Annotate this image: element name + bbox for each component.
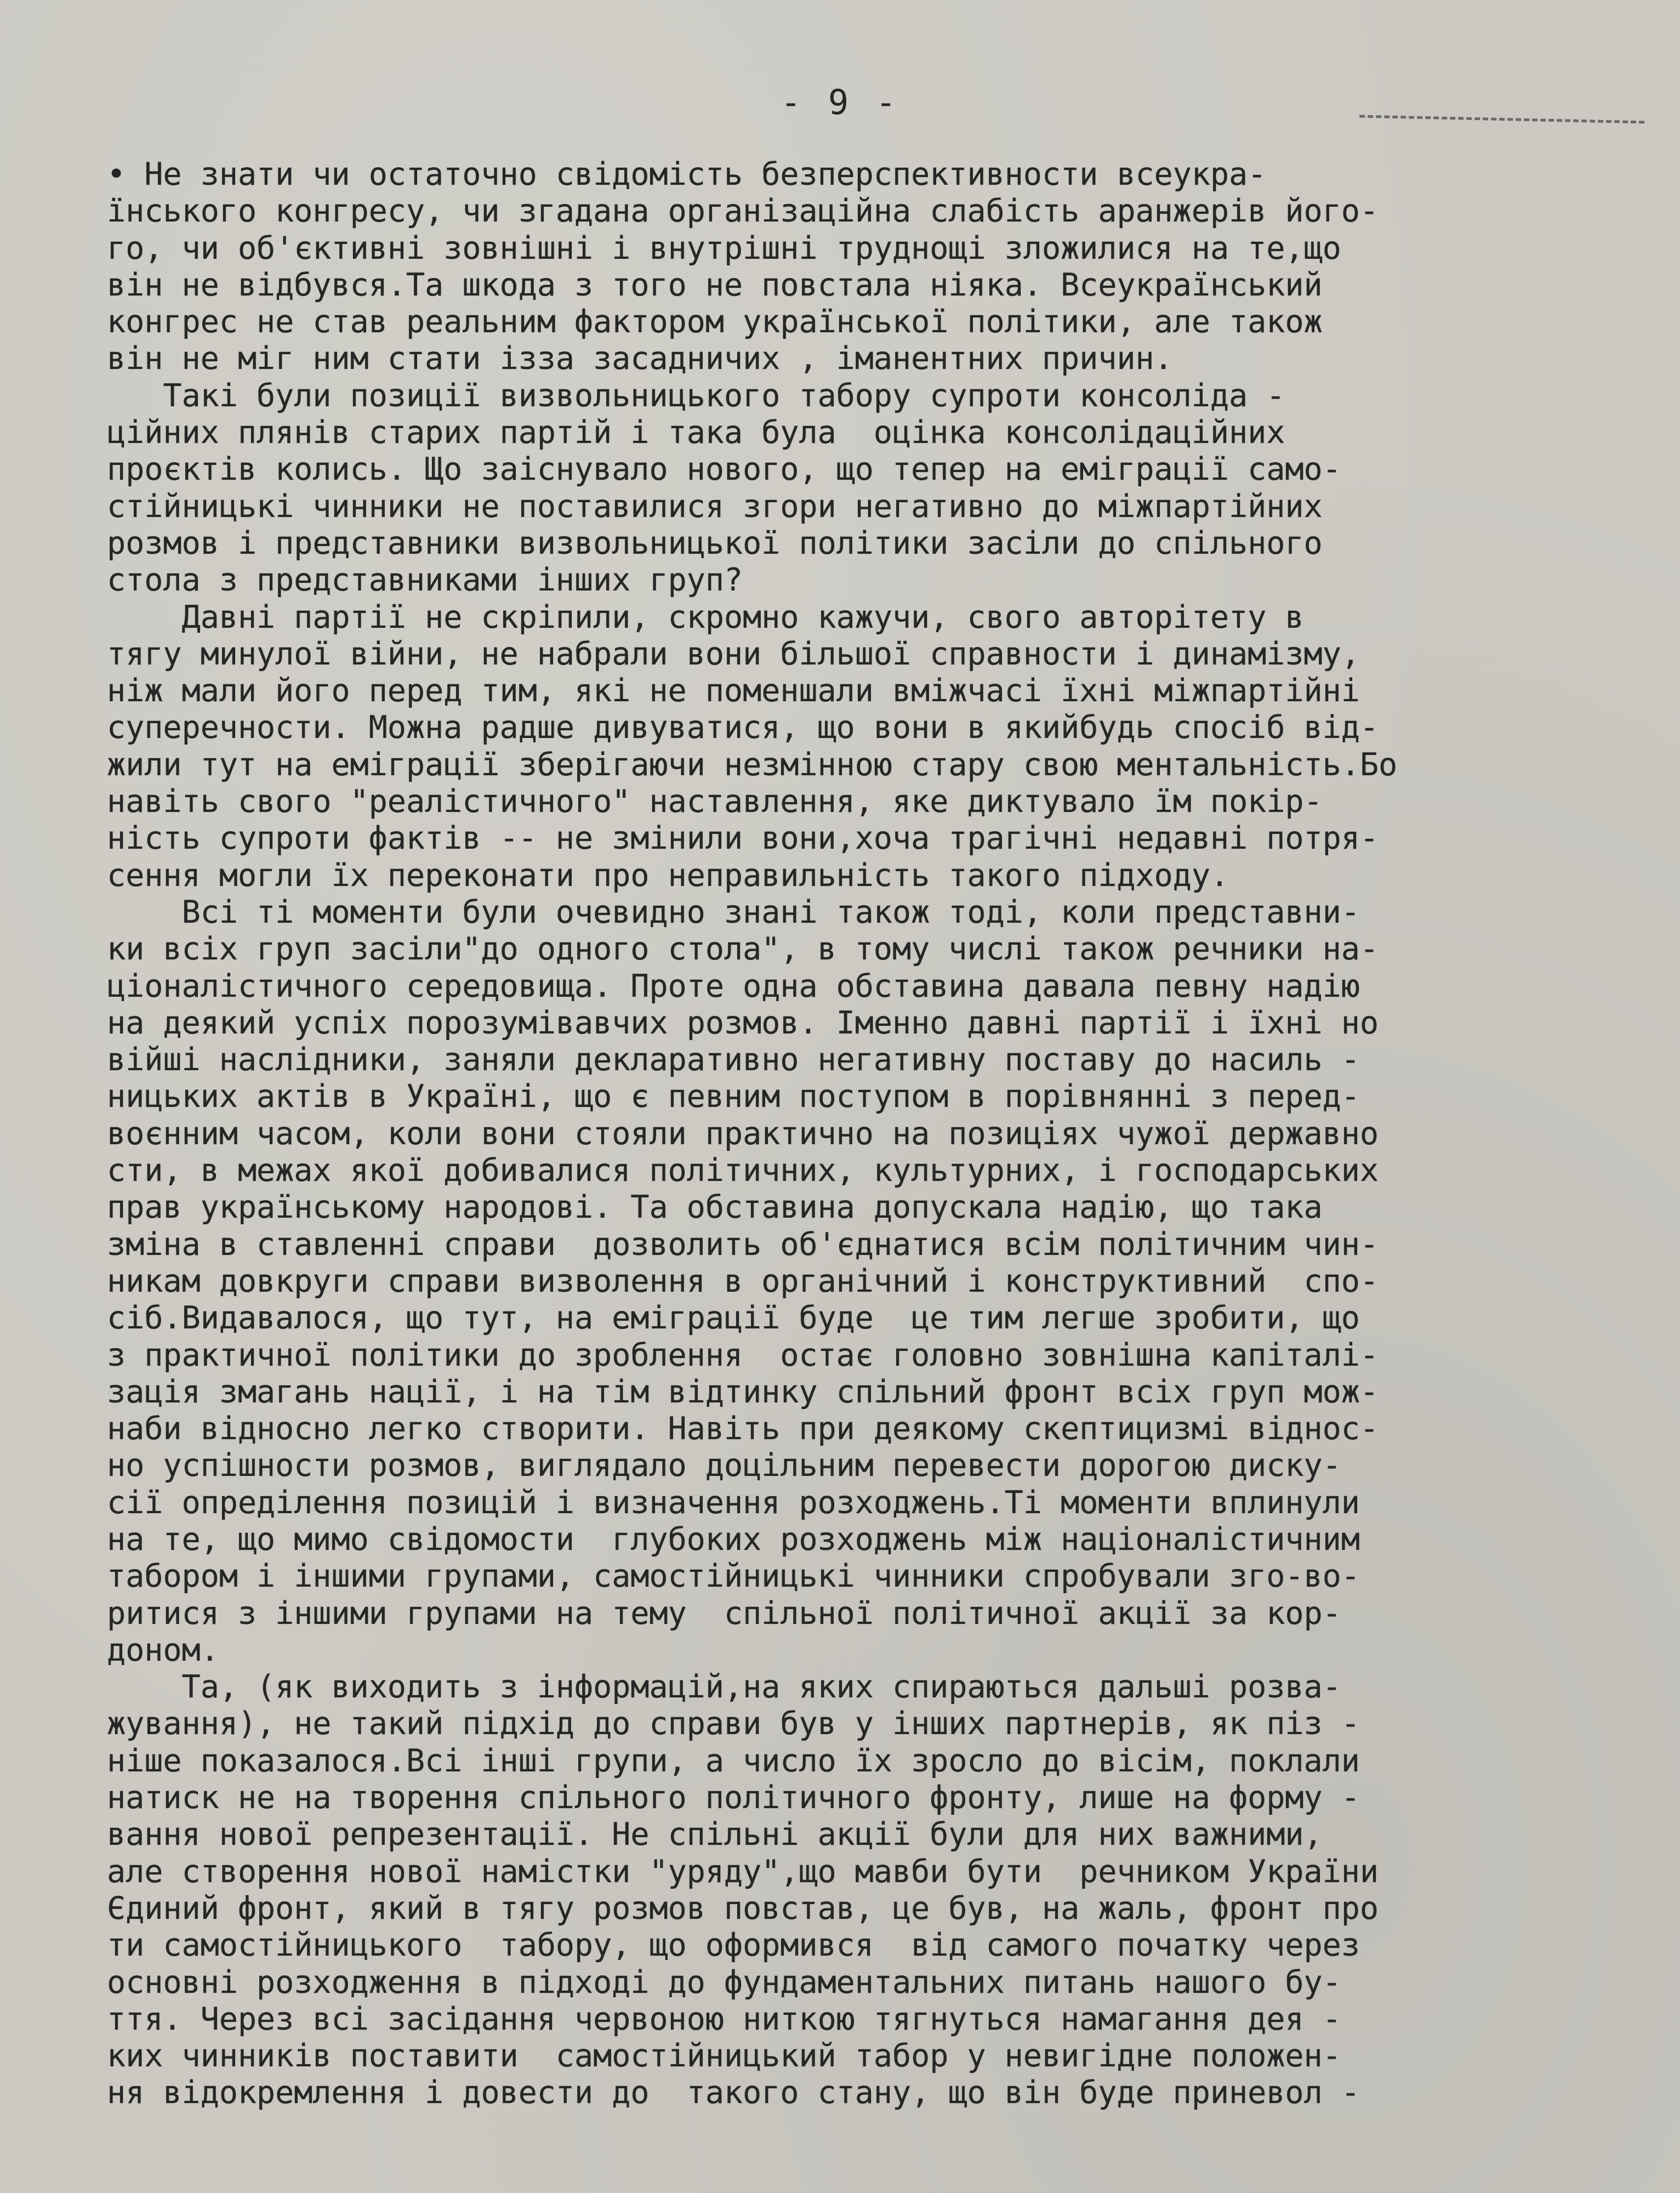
text-line: ніж мали його перед тим, які не поменшали вміжчасі їхні міжпартійні xyxy=(107,673,1360,709)
text-line: стійницькі чинники не поставилися згори негативно до міжпартійних xyxy=(107,488,1323,525)
text-line: ціоналістичного середовища. Проте одна обставина давала певну надію xyxy=(107,968,1360,1004)
text-line: го, чи об'єктивні зовнішні і внутрішні труднощі зложилися на те,що xyxy=(107,230,1341,266)
text-line: прав українському народові. Та обставина допускала надію, що така xyxy=(107,1189,1323,1226)
text-line: основні розходження в підході до фундаментальних питань нашого бу- xyxy=(107,1964,1341,2001)
text-line: Такі були позиції визвольницького табору супроти консоліда - xyxy=(107,377,1285,414)
text-line: сти, в межах якої добивалися політичних, культурних, і господарських xyxy=(107,1152,1379,1189)
text-line: ційних плянів старих партій і така була оцінка консолідаційних xyxy=(107,414,1285,451)
text-line: натиск не на творення спільного політичного фронту, лише на форму - xyxy=(107,1780,1360,1816)
text-line: він не міг ним стати ізза засадничих , іманентних причин. xyxy=(107,340,1173,377)
text-line: він не відбувся.Та шкода з того не повстала ніяка. Всеукраїнський xyxy=(107,266,1323,303)
text-line: вання нової репрезентації. Не спільні акції були для них важними, xyxy=(107,1816,1323,1853)
page-number: - 9 - xyxy=(781,82,899,122)
text-line: ніше показалося.Всі інші групи, а число їх зросло до вісім, поклали xyxy=(107,1742,1360,1779)
text-line: никам довкруги справи визволення в органічний і конструктивний спо- xyxy=(107,1263,1379,1299)
text-line: Всі ті моменти були очевидно знані також тоді, коли представни- xyxy=(107,894,1360,930)
text-line: • Не знати чи остаточно свідомість безперспективности всеукра- xyxy=(107,156,1267,192)
text-line: але створення нової намістки "уряду",що мавби бути речником України xyxy=(107,1853,1379,1890)
text-line: но успішности розмов, виглядало доцільним перевести дорогою диску- xyxy=(107,1447,1341,1484)
text-line: конгрес не став реальним фактором української політики, але також xyxy=(107,304,1323,340)
text-line: сії опреділення позицій і визначення розходжень.Ті моменти вплинули xyxy=(107,1484,1360,1521)
text-line: жування), не такий підхід до справи був у інших партнерів, як піз - xyxy=(107,1706,1360,1742)
text-line: їнського конгресу, чи згадана організаційна слабість аранжерів його- xyxy=(107,193,1379,230)
text-line: проєктів колись. Що заіснувало нового, що тепер на еміграції само- xyxy=(107,451,1341,488)
text-line: ність супроти фактів -- не змінили вони,хоча трагічні недавні потря- xyxy=(107,820,1379,857)
text-line: ритися з іншими групами на тему спільної політичної акції за кор- xyxy=(107,1595,1341,1632)
text-line: наби відносно легко створити. Навіть при деякому скептицизмі віднос- xyxy=(107,1411,1379,1447)
text-line: з практичної політики до зроблення остає головно зовнішна капіталі- xyxy=(107,1337,1379,1373)
text-line: доном. xyxy=(107,1632,219,1668)
text-line: зація змагань нації, і на тім відтинку спільний фронт всіх груп мож- xyxy=(107,1373,1379,1410)
text-line: Єдиний фронт, який в тягу розмов повстав, це був, на жаль, фронт про xyxy=(107,1890,1379,1927)
text-line: війші наслідники, заняли декларативно негативну поставу до насиль - xyxy=(107,1042,1360,1078)
text-line: Та, (як виходить з інформацій,на яких спираються дальші розва- xyxy=(107,1669,1341,1706)
typewritten-text-body xyxy=(107,156,1620,2112)
text-line: ки всіх груп засіли"до одного стола", в тому числі також речники на- xyxy=(107,931,1379,968)
text-line: на деякий успіх порозумівавчих розмов. Іменно давні партії і їхні но xyxy=(107,1004,1379,1041)
text-line: на те, що мимо свідомости глубоких розходжень між націоналістичним xyxy=(107,1521,1360,1558)
text-line: воєнним часом, коли вони стояли практично на позиціях чужої державно xyxy=(107,1115,1379,1152)
text-line: сення могли їх переконати про неправильність такого підходу. xyxy=(107,857,1229,894)
text-line: стола з представниками інших груп? xyxy=(107,562,743,599)
text-line: навіть свого "реалістичного" наставлення, яке диктувало їм покір- xyxy=(107,783,1323,820)
text-line: ких чинників поставити самостійницький табор у невигідне положен- xyxy=(107,2038,1341,2075)
text-line: ня відокремлення і довести до такого стану, що він буде приневол - xyxy=(107,2075,1360,2111)
text-line: жили тут на еміграції зберігаючи незмінною стару свою ментальність.Бо xyxy=(107,746,1398,783)
text-line: табором і іншими групами, самостійницькі чинники спробували зго-во- xyxy=(107,1558,1360,1595)
text-line: зміна в ставленні справи дозволить об'єднатися всім політичним чин- xyxy=(107,1226,1379,1263)
text-line: тягу минулої війни, не набрали вони більшої справности і динамізму, xyxy=(107,635,1360,672)
text-line: ницьких актів в Україні, що є певним поступом в порівнянні з перед- xyxy=(107,1078,1360,1115)
text-line: Давні партії не скріпили, скромно кажучи, свого авторітету в xyxy=(107,599,1304,635)
text-line: суперечности. Можна радше дивуватися, що вони в якийбудь спосіб від- xyxy=(107,709,1379,746)
text-line: ти самостійницького табору, що оформився від самого початку через xyxy=(107,1927,1360,1964)
text-line: ття. Через всі засідання червоною ниткою тягнуться намагання дея - xyxy=(107,2001,1341,2037)
text-line: сіб.Видавалося, що тут, на еміграції буде це тим легше зробити, що xyxy=(107,1300,1360,1337)
text-line: розмов і представники визвольницької політики засіли до спільного xyxy=(107,525,1323,561)
